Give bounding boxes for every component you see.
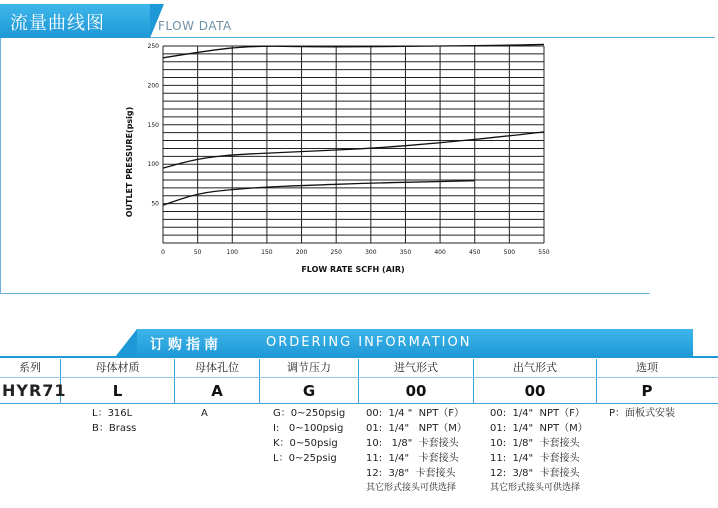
inlet-option: 10: 1/8" 卡套接头 — [366, 438, 459, 449]
flow-data-banner — [0, 4, 718, 38]
outlet-code: 00 — [524, 382, 546, 400]
x-tick-label: 300 — [365, 249, 377, 256]
ordering-title: 订购指南 — [150, 337, 222, 353]
x-tick-label: 200 — [295, 249, 308, 256]
material-option: L：316L — [92, 408, 133, 419]
header-option: 选项 — [636, 361, 658, 374]
header-rule — [0, 377, 718, 378]
option-code: P — [641, 382, 653, 400]
x-tick-label: 350 — [399, 249, 412, 256]
header-pressure: 调节压力 — [287, 361, 331, 374]
series-line — [163, 132, 544, 168]
pressure-option: I: 0~100psig — [273, 423, 344, 434]
y-tick-label: 100 — [147, 161, 159, 169]
x-tick-label: 400 — [434, 249, 446, 256]
inlet-option: 00: 1/4 " NPT（F） — [366, 408, 465, 419]
chart-grid — [163, 46, 544, 243]
outlet-option: 10: 1/8" 卡套接头 — [490, 438, 580, 449]
code-row-rule — [0, 403, 718, 404]
chart-frame-left — [0, 38, 1, 294]
pressure-option: G：0~250psig — [273, 408, 346, 419]
header-material: 母体材质 — [95, 361, 140, 374]
ordering-banner-underline — [0, 356, 718, 358]
ordering-banner-slant — [115, 329, 137, 357]
x-tick-label: 0 — [161, 249, 165, 256]
inlet-option: 12: 3/8" 卡套接头 — [366, 468, 456, 479]
outlet-option: 01: 1/4" NPT（M） — [490, 423, 588, 434]
x-tick-label: 500 — [503, 249, 516, 256]
y-axis-label: OUTLET PRESSURE(psig) — [125, 106, 134, 218]
outlet-option: 12: 3/8" 卡套接头 — [490, 468, 580, 479]
section-title: 流量曲线图 — [10, 13, 105, 34]
ordering-banner — [0, 329, 718, 359]
header-outlet: 出气形式 — [513, 361, 557, 374]
section-subtitle: FLOW DATA — [158, 19, 232, 33]
outlet-option: 11: 1/4" 卡套接头 — [490, 453, 580, 464]
material-code: L — [112, 382, 123, 400]
ordering-title-en: ORDERING INFORMATION — [266, 335, 472, 350]
inlet-note: 其它形式接头可供选择 — [366, 483, 457, 493]
material-option: B：Brass — [92, 423, 137, 434]
inlet-code: 00 — [405, 382, 427, 400]
x-tick-label: 550 — [538, 249, 550, 256]
flow-chart — [110, 38, 580, 283]
y-tick-label: 150 — [147, 121, 159, 129]
header-port: 母体孔位 — [195, 361, 239, 374]
pressure-option: K：0~50psig — [273, 438, 338, 449]
chart-frame-bottom — [0, 293, 650, 294]
inlet-option: 11: 1/4" 卡套接头 — [366, 453, 459, 464]
y-tick-label: 250 — [147, 43, 159, 50]
series-line — [163, 181, 475, 205]
header-series: 系列 — [19, 361, 41, 374]
pressure-option: L：0~25psig — [273, 453, 337, 464]
outlet-note: 其它形式接头可供选择 — [490, 483, 581, 493]
x-tick-label: 150 — [261, 249, 273, 256]
inlet-option: 01: 1/4" NPT（M） — [366, 423, 467, 434]
x-tick-label: 250 — [330, 249, 342, 256]
x-tick-label: 100 — [226, 249, 238, 256]
pressure-code: G — [302, 382, 316, 400]
x-tick-label: 50 — [193, 249, 202, 256]
header-inlet: 进气形式 — [394, 361, 438, 374]
port-code: A — [211, 382, 223, 400]
port-option: A — [201, 408, 208, 419]
y-tick-label: 200 — [147, 82, 159, 90]
option-option: P：面板式安装 — [609, 408, 676, 419]
x-axis-label: FLOW RATE SCFH (AIR) — [301, 265, 405, 274]
series-code: HYR71 — [2, 381, 67, 400]
x-tick-label: 450 — [469, 249, 481, 256]
y-tick-label: 50 — [151, 200, 159, 208]
outlet-option: 00: 1/4" NPT（F） — [490, 408, 585, 419]
